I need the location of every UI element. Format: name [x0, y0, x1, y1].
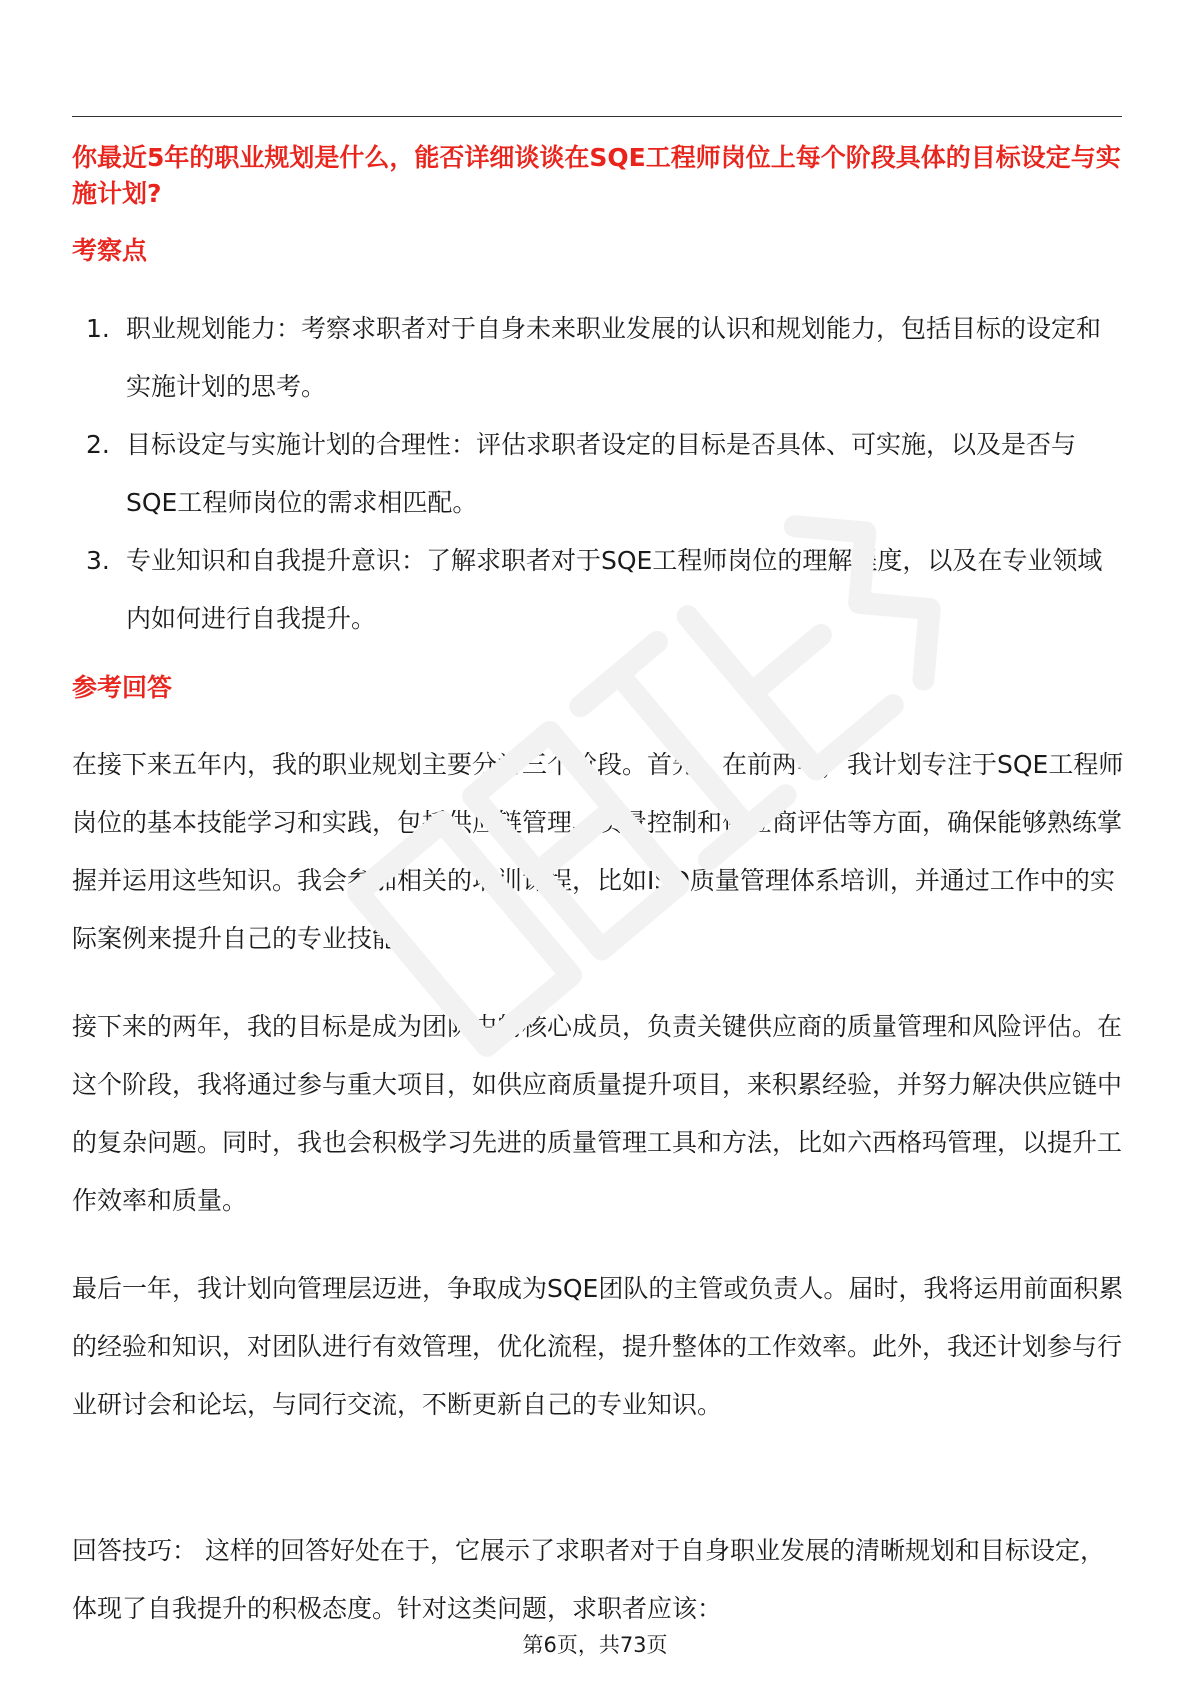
list-item-number: 1.: [86, 314, 110, 343]
top-divider: [72, 116, 1122, 117]
list-item-number: 3.: [86, 546, 110, 575]
list-item: [72, 416, 1122, 532]
list-item: [72, 300, 1122, 416]
answer-tips-paragraph: 回答技巧： 这样的回答好处在于，它展示了求职者对于自身职业发展的清晰规划和目标设定，体现了自我提升的积极态度。针对这类问题，求职者应该：: [72, 1536, 1105, 1623]
list-item-text: 职业规划能力：考察求职者对于自身未来职业发展的认识和规划能力，包括目标的设定和实施计划的思考。: [126, 314, 1102, 401]
points-heading: 考察点: [72, 236, 148, 265]
answer-paragraph: 接下来的两年，我的目标是成为团队中的核心成员，负责关键供应商的质量管理和风险评估。在这个阶段，我将通过参与重大项目，如供应商质量提升项目，来积累经验，并努力解决供应链中的复杂问题。同时，我也会积极学习先进的质量管理工具和方法，比如六西格玛管理，以提升工作效率和质量。: [72, 1012, 1123, 1215]
answer-paragraph: 在接下来五年内，我的职业规划主要分为三个阶段。首先，在前两年，我计划专注于SQE工程师岗位的基本技能学习和实践，包括供应链管理、质量控制和供应商评估等方面，确保能够熟练掌握并运用这些知识。我会参加相关的培训课程，比如ISO质量管理体系培训，并通过工作中的实际案例来提升自己的专业技能。: [72, 750, 1124, 953]
list-item-text: 专业知识和自我提升意识：了解求职者对于SQE工程师岗位的理解程度，以及在专业领域内如何进行自我提升。: [126, 546, 1103, 633]
list-item: [72, 532, 1122, 648]
points-list: [72, 300, 1122, 648]
list-item-text: 目标设定与实施计划的合理性：评估求职者设定的目标是否具体、可实施，以及是否与SQE工程师岗位的需求相匹配。: [126, 430, 1077, 517]
question-title: 你最近5年的职业规划是什么，能否详细谈谈在SQE工程师岗位上每个阶段具体的目标设定与实施计划?: [72, 143, 1121, 208]
list-item-number: 2.: [86, 430, 110, 459]
page-footer: 第6页，共73页: [522, 1633, 668, 1657]
answer-paragraph: 最后一年，我计划向管理层迈进，争取成为SQE团队的主管或负责人。届时，我将运用前面积累的经验和知识，对团队进行有效管理，优化流程，提升整体的工作效率。此外，我还计划参与行业研讨会和论坛，与同行交流，不断更新自己的专业知识。: [72, 1274, 1124, 1419]
answer-heading: 参考回答: [72, 673, 173, 702]
